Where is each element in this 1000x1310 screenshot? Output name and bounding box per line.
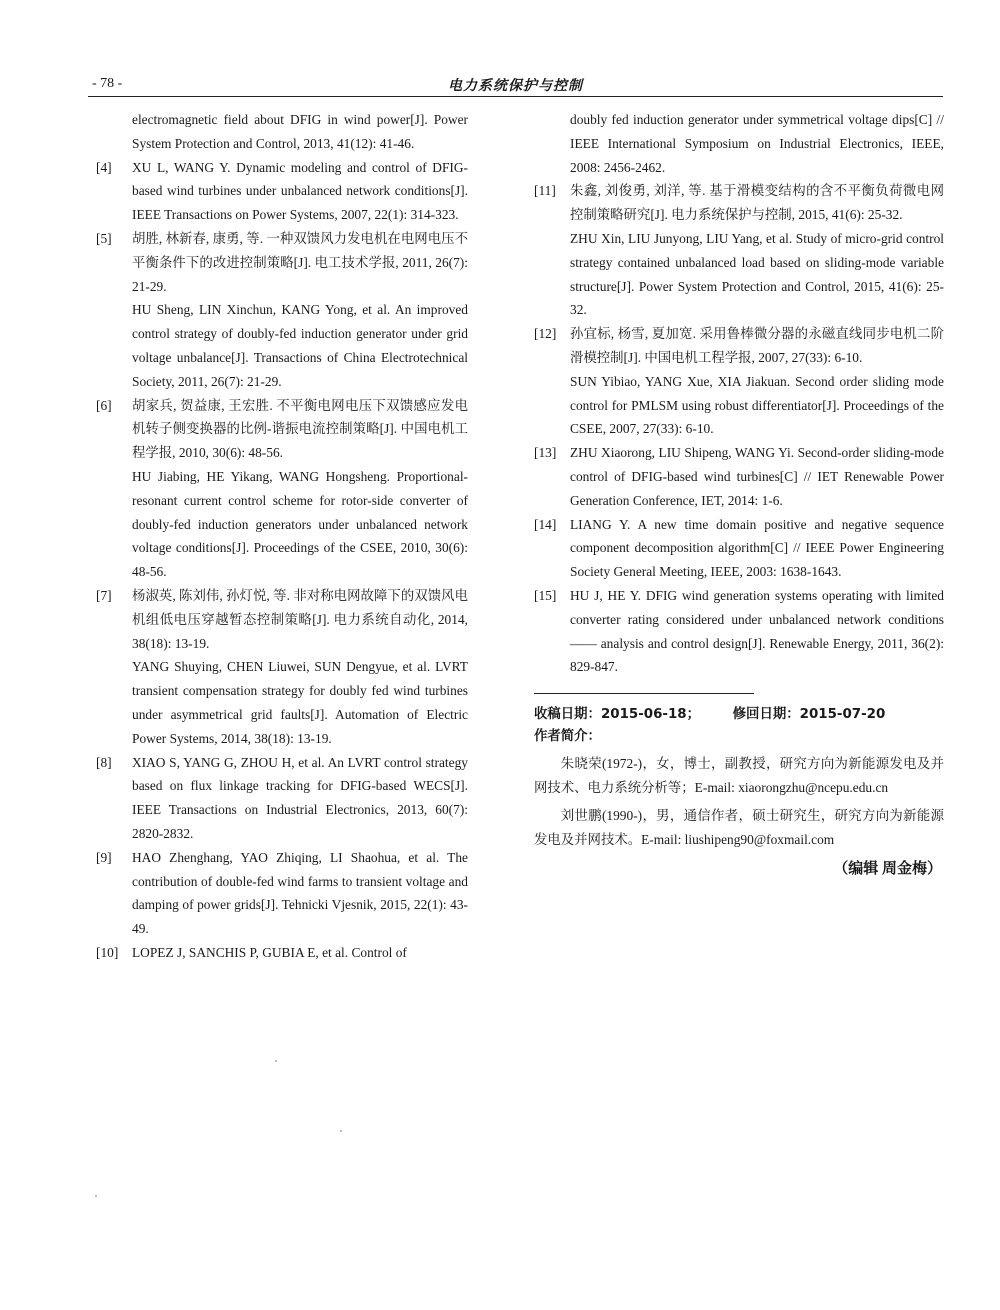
reference-entry: [534, 513, 944, 584]
footnote-divider: [534, 693, 754, 694]
right-column: [534, 108, 944, 882]
reference-entry: [534, 584, 944, 679]
reference-entry: [96, 227, 468, 394]
reference-number: [10]: [96, 944, 119, 960]
reference-text: 胡胜, 林新春, 康勇, 等. 一种双馈风力发电机在电网电压不平衡条件下的改进控制策略[J]. 电工技术学报, 2011, 26(7): 21-29.: [132, 230, 468, 294]
author-bio-1: 朱晓荣(1972-)，女，博士，副教授，研究方向为新能源发电及并网技术、电力系统分析等；E-mail: xiaorongzhu@ncepu.edu.cn: [534, 756, 944, 796]
reference-text: XIAO S, YANG G, ZHOU H, et al. An LVRT control strategy based on flux linkage tracking for DFIG-based WECS[J]. IEEE Transactions on Industrial Electronics, 2013, 60(7): 2820-2832.: [132, 754, 468, 841]
reference-number: [11]: [534, 183, 556, 199]
reference-text: LIANG Y. A new time domain positive and negative sequence component decomposition algorithm[C] // IEEE Power Engineering Society General Meeting, IEEE, 2003: 1638-1643.: [570, 516, 944, 580]
reference-entry: [96, 751, 468, 846]
reference-entry: [96, 156, 468, 227]
reference-text: HU J, HE Y. DFIG wind generation systems operating with limited converter rating considered under unbalanced network conditions —— analysis and control design[J]. Renewable Energy, 2011, 36(2): 829-847.: [570, 587, 944, 675]
reference-text-translation: HU Jiabing, HE Yikang, WANG Hongsheng. Proportional-resonant current control scheme for rotor-side converter of doubly-fed induction generators under unbalanced network voltage conditions[J]. Proceedings of the CSEE, 2010, 30(6): 48-56.: [132, 468, 468, 580]
reference-text: HAO Zhenghang, YAO Zhiqing, LI Shaohua, et al. The contribution of double-fed wind farms to transient voltage and damping of power grids[J]. Tehnicki Vjesnik, 2015, 22(1): 43-49.: [132, 849, 468, 937]
reference-text-translation: SUN Yibiao, YANG Xue, XIA Jiakuan. Second order sliding mode control for PMLSM using robust differentiator[J]. Proceedings of the CSEE, 2007, 27(33): 6-10.: [570, 373, 944, 437]
reference-text-translation: YANG Shuying, CHEN Liuwei, SUN Dengyue, et al. LVRT transient compensation strategy for doubly fed wind turbines under asymmetrical grid faults[J]. Automation of Electric Power Systems, 2014, 38(18): 13-19.: [132, 659, 468, 746]
scan-speck: [275, 1060, 277, 1062]
revised-date: 修回日期：2015-07-20: [732, 707, 886, 723]
reference-number: [4]: [96, 159, 112, 175]
reference-entry: [96, 584, 468, 751]
reference-number: [15]: [534, 587, 557, 603]
journal-title: 电力系统保护与控制: [448, 78, 583, 94]
scan-speck: [95, 1195, 97, 1197]
reference-number: [6]: [96, 397, 112, 413]
reference-text: 孙宜标, 杨雪, 夏加宽. 采用鲁棒微分器的永磁直线同步电机二阶滑模控制[J]. 中国电机工程学报, 2007, 27(33): 6-10.: [570, 326, 944, 365]
reference-entry: [534, 179, 944, 322]
author-intro-label: 作者简介：: [534, 729, 601, 745]
article-dates: [534, 704, 944, 726]
reference-entry: [96, 846, 468, 941]
reference-text-translation: ZHU Xin, LIU Junyong, LIU Yang, et al. Study of micro-grid control strategy contained unbalanced load based on sliding-mode variable structure[J]. Power System Protection and Control, 2015, 41(6): 25-32.: [570, 230, 944, 318]
reference-entry: [96, 941, 468, 965]
reference-list-left: [96, 156, 468, 965]
reference-text-translation: HU Sheng, LIN Xinchun, KANG Yong, et al. An improved control strategy of doubly-fed induction generator under grid voltage unbalance[J]. Transactions of China Electrotechnical Society, 2011, 26(7): 21-29.: [132, 302, 468, 389]
editor-credit: （编辑 周金梅）: [833, 861, 942, 878]
left-column: [96, 108, 468, 965]
page-number: - 78 -: [92, 76, 123, 91]
reference-text: ZHU Xiaorong, LIU Shipeng, WANG Yi. Second-order sliding-mode control of DFIG-based wind turbines[C] // IET Renewable Power Generation Conference, IET, 2014: 1-6.: [570, 445, 944, 508]
reference-list-right: [534, 179, 944, 679]
reference-continuation: doubly fed induction generator under symmetrical voltage dips[C] // IEEE International Symposium on Industrial Electronics, IEEE, 2008: 2456-2462.: [570, 112, 944, 175]
received-date: 收稿日期：2015-06-18；: [534, 707, 700, 723]
reference-number: [14]: [534, 516, 557, 532]
reference-number: [13]: [534, 445, 557, 461]
reference-continuation: electromagnetic field about DFIG in wind power[J]. Power System Protection and Control, 2013, 41(12): 41-46.: [132, 112, 468, 151]
reference-text: XU L, WANG Y. Dynamic modeling and control of DFIG-based wind turbines under unbalanced network conditions[J]. IEEE Transactions on Power Systems, 2007, 22(1): 314-323.: [132, 159, 468, 223]
reference-number: [8]: [96, 754, 112, 770]
reference-text: LOPEZ J, SANCHIS P, GUBIA E, et al. Control of: [132, 944, 407, 960]
reference-entry: [534, 322, 944, 441]
reference-number: [7]: [96, 587, 112, 603]
reference-text: 朱鑫, 刘俊勇, 刘洋, 等. 基于滑模变结构的含不平衡负荷微电网控制策略研究[J]. 电力系统保护与控制, 2015, 41(6): 25-32.: [570, 183, 944, 223]
page-header: [88, 74, 943, 97]
scan-speck: [340, 1130, 342, 1132]
reference-number: [12]: [534, 326, 557, 342]
reference-entry: [534, 441, 944, 512]
reference-number: [9]: [96, 849, 112, 865]
reference-entry: [96, 394, 468, 584]
reference-number: [5]: [96, 230, 112, 246]
reference-text: 胡家兵, 贺益康, 王宏胜. 不平衡电网电压下双馈感应发电机转子侧变换器的比例-谐振电流控制策略[J]. 中国电机工程学报, 2010, 30(6): 48-56.: [132, 397, 468, 461]
author-bio-2: 刘世鹏(1990-)，男，通信作者，硕士研究生，研究方向为新能源发电及并网技术。E-mail: liushipeng90@foxmail.com: [534, 808, 944, 848]
reference-text: 杨淑英, 陈刘伟, 孙灯悦, 等. 非对称电网故障下的双馈风电机组低电压穿越暂态控制策略[J]. 电力系统自动化, 2014, 38(18): 13-19.: [132, 587, 468, 651]
